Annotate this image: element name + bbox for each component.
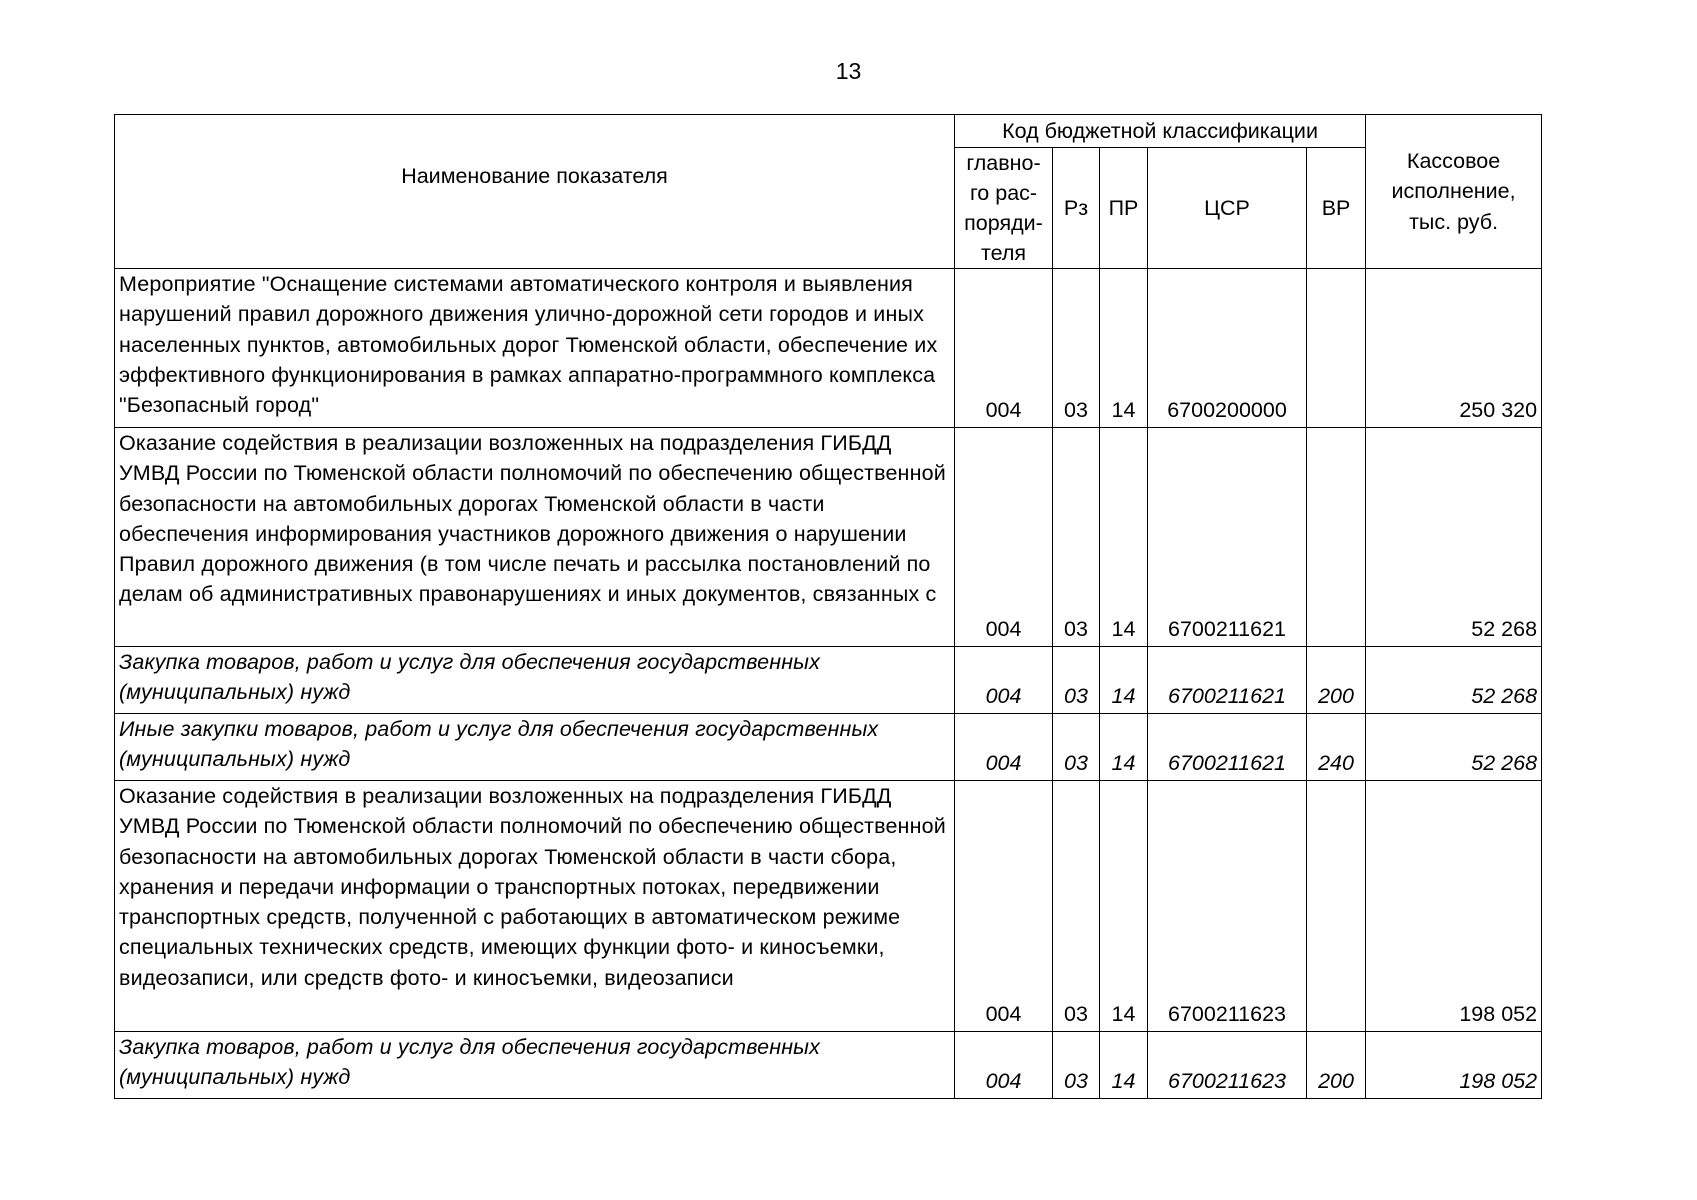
row-pr: 14: [1100, 269, 1148, 428]
table-row: [115, 269, 1542, 428]
row-vr: 240: [1307, 714, 1366, 781]
header-name: Наименование показателя: [115, 115, 955, 269]
row-glav: 004: [955, 428, 1053, 647]
row-amount: 52 268: [1366, 428, 1542, 647]
table-row: [115, 428, 1542, 647]
row-vr: 200: [1307, 1032, 1366, 1099]
row-glav: 004: [955, 1032, 1053, 1099]
table-header: [115, 115, 1542, 269]
header-vr: ВР: [1307, 148, 1366, 269]
row-csr: 6700211621: [1148, 428, 1307, 647]
row-vr: [1307, 781, 1366, 1032]
row-name: Мероприятие "Оснащение системами автоматического контроля и выявления нарушений правил дорожного движения улично-дорожной сети городов и иных населенных пунктов, автомобильных дорог Тюменской области, обеспечение их эффективного функционирования в рамках аппаратно-программного комплекса "Безопасный город": [115, 269, 955, 428]
row-name: Иные закупки товаров, работ и услуг для обеспечения государственных (муниципальных) нужд: [115, 714, 955, 781]
row-vr: [1307, 269, 1366, 428]
row-name: Закупка товаров, работ и услуг для обеспечения государственных (муниципальных) нужд: [115, 647, 955, 714]
row-pr: 14: [1100, 647, 1148, 714]
row-glav: 004: [955, 714, 1053, 781]
row-glav: 004: [955, 781, 1053, 1032]
row-vr: [1307, 428, 1366, 647]
header-amount: Кассовое исполнение, тыс. руб.: [1366, 115, 1542, 269]
row-pr: 14: [1100, 1032, 1148, 1099]
row-pr: 14: [1100, 714, 1148, 781]
row-name: Закупка товаров, работ и услуг для обеспечения государственных (муниципальных) нужд: [115, 1032, 955, 1099]
header-csr: ЦСР: [1148, 148, 1307, 269]
row-rz: 03: [1053, 714, 1100, 781]
header-kbk-group: Код бюджетной классификации: [955, 115, 1366, 148]
row-rz: 03: [1053, 1032, 1100, 1099]
header-pr: ПР: [1100, 148, 1148, 269]
row-csr: 6700211621: [1148, 714, 1307, 781]
table-row: [115, 714, 1542, 781]
row-glav: 004: [955, 269, 1053, 428]
row-pr: 14: [1100, 428, 1148, 647]
table-row: [115, 647, 1542, 714]
row-rz: 03: [1053, 647, 1100, 714]
row-amount: 52 268: [1366, 714, 1542, 781]
budget-table: [114, 114, 1542, 1099]
row-csr: 6700211621: [1148, 647, 1307, 714]
row-csr: 6700211623: [1148, 1032, 1307, 1099]
row-csr: 6700200000: [1148, 269, 1307, 428]
row-csr: 6700211623: [1148, 781, 1307, 1032]
row-glav: 004: [955, 647, 1053, 714]
header-rz: Рз: [1053, 148, 1100, 269]
row-amount: 52 268: [1366, 647, 1542, 714]
row-amount: 250 320: [1366, 269, 1542, 428]
table-row: [115, 781, 1542, 1032]
page-number: 13: [835, 58, 862, 84]
header-glav: главно- го рас- поряди- теля: [955, 148, 1053, 269]
row-amount: 198 052: [1366, 1032, 1542, 1099]
row-name: Оказание содействия в реализации возложенных на подразделения ГИБДД УМВД России по Тюменской области полномочий по обеспечению общественной безопасности на автомобильных дорогах Тюменской области в части сбора, хранения и передачи информации о транспортных потоках, передвижении транспортных средств, полученной с работающих в автоматическом режиме специальных технических средств, имеющих функции фото- и киносъемки, видеозаписи, или средств фото- и киносъемки, видеозаписи: [115, 781, 955, 1032]
row-vr: 200: [1307, 647, 1366, 714]
row-rz: 03: [1053, 781, 1100, 1032]
row-amount: 198 052: [1366, 781, 1542, 1032]
row-name: Оказание содействия в реализации возложенных на подразделения ГИБДД УМВД России по Тюменской области полномочий по обеспечению общественной безопасности на автомобильных дорогах Тюменской области в части обеспечения информирования участников дорожного движения о нарушении Правил дорожного движения (в том числе печать и рассылка постановлений по делам об административных правонарушениях и иных документов, связанных с: [115, 428, 955, 647]
row-rz: 03: [1053, 428, 1100, 647]
row-pr: 14: [1100, 781, 1148, 1032]
table-row: [115, 1032, 1542, 1099]
row-rz: 03: [1053, 269, 1100, 428]
